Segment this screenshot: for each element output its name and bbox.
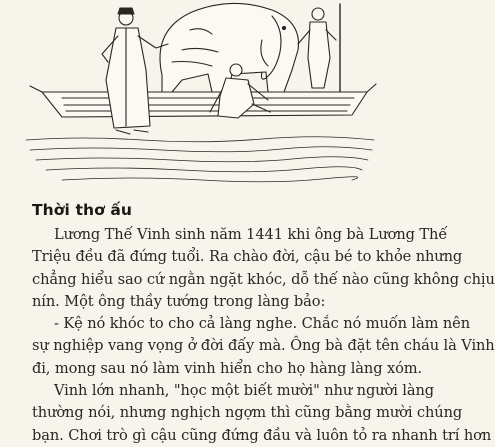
text-line: Triệu đều đã đứng tuổi. Ra chào đời, cậu bé to khỏe nhưng [32, 248, 463, 266]
text-line: chẳng hiểu sao cứ ngằn ngặt khóc, dỗ thế nào cũng không chịu [32, 270, 495, 288]
text-line: Lương Thế Vinh sinh năm 1441 khi ông bà Lương Thế [54, 226, 448, 243]
text-line: đi, mong sau nó làm vinh hiển cho họ hàng làng xóm. [32, 359, 423, 377]
water-lines-icon [26, 137, 374, 182]
text-line: bạn. Chơi trò gì cậu cũng đứng đầu và luôn tỏ ra nhanh trí hơn [32, 426, 492, 444]
text-line: sự nghiệp vang vọng ở đời đấy mà. Ông bà đặt tên cháu là Vinh [32, 337, 495, 355]
section-heading: Thời thơ ấu [32, 201, 133, 219]
text-line: Vinh lớn nhanh, "học một biết mười" như người làng [54, 382, 435, 400]
story-text [32, 224, 495, 447]
text-line: - Kệ nó khóc to cho cả làng nghe. Chắc nó muốn làm nên [54, 315, 471, 333]
text-line: nín. Một ông thầy tướng trong làng bảo: [32, 292, 326, 310]
boat-icon [30, 84, 376, 117]
elephant-boat-scene-icon [22, 0, 378, 186]
text-line: thường nói, nhưng nghịch ngợm thì cũng bằng mười chúng [32, 404, 463, 422]
mahout-figure-icon [298, 8, 336, 88]
